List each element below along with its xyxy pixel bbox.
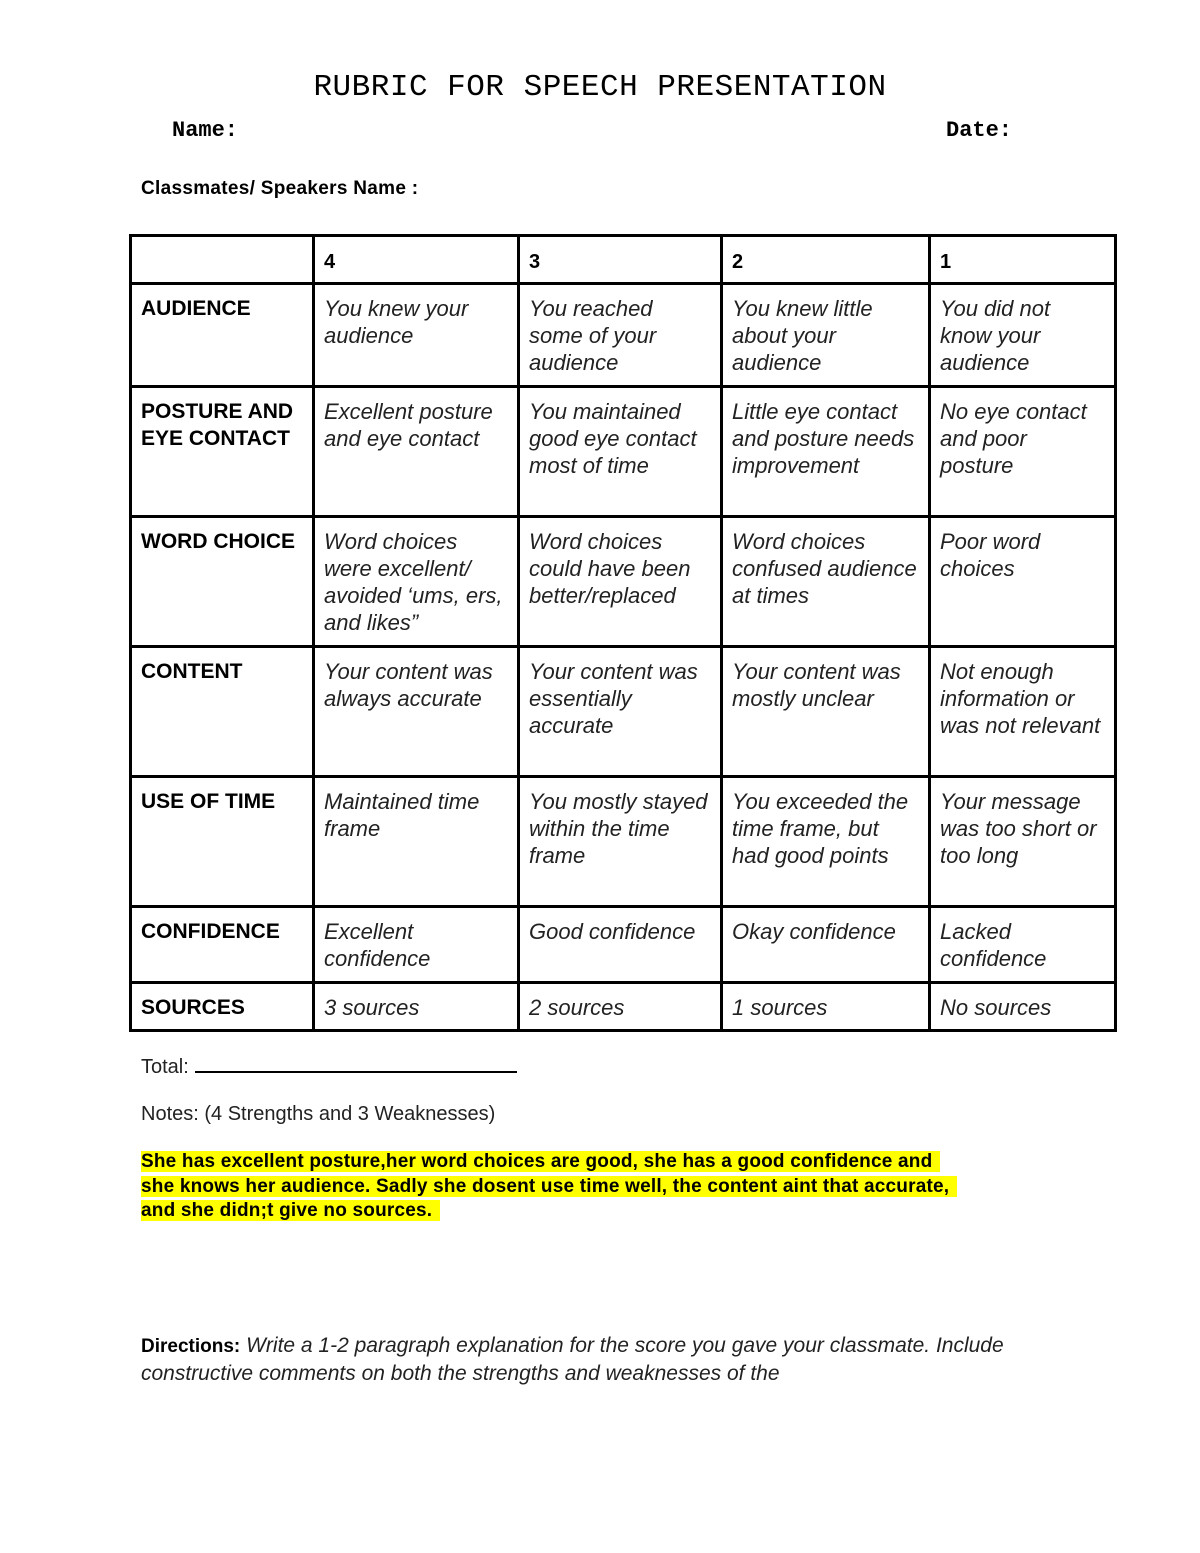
descriptor-cell: You exceeded the time frame, but had good points bbox=[722, 777, 930, 907]
descriptor-cell: Your content was mostly unclear bbox=[722, 647, 930, 777]
rubric-row-content bbox=[131, 647, 1116, 777]
highlighted-response bbox=[141, 1150, 1061, 1224]
header-cell-score-3: 3 bbox=[519, 236, 722, 284]
rubric-header-row bbox=[131, 236, 1116, 284]
total-blank-line bbox=[195, 1057, 517, 1073]
directions-paragraph bbox=[141, 1332, 1101, 1387]
name-label: Name: bbox=[172, 118, 239, 143]
descriptor-cell: Your message was too short or too long bbox=[930, 777, 1116, 907]
criterion-cell: USE OF TIME bbox=[131, 777, 314, 907]
descriptor-cell: Good confidence bbox=[519, 907, 722, 983]
descriptor-cell: You mostly stayed within the time frame bbox=[519, 777, 722, 907]
descriptor-cell: Okay confidence bbox=[722, 907, 930, 983]
descriptor-cell: Word choices could have been better/replaced bbox=[519, 517, 722, 647]
descriptor-cell: Not enough information or was not relevant bbox=[930, 647, 1116, 777]
criterion-cell: SOURCES bbox=[131, 983, 314, 1031]
criterion-cell: WORD CHOICE bbox=[131, 517, 314, 647]
page-title: RUBRIC FOR SPEECH PRESENTATION bbox=[313, 70, 887, 105]
rubric-table bbox=[129, 234, 1117, 1032]
criterion-cell: CONFIDENCE bbox=[131, 907, 314, 983]
descriptor-cell: You did not know your audience bbox=[930, 284, 1116, 387]
directions-text: Write a 1-2 paragraph explanation for the score you gave your classmate. Include constructive comments on both the strengths and weaknesses of the bbox=[141, 1334, 1004, 1385]
header-cell-score-1: 1 bbox=[930, 236, 1116, 284]
response-line-3: and she didn;t give no sources. bbox=[141, 1200, 440, 1221]
rubric-row-confidence bbox=[131, 907, 1116, 983]
total-field bbox=[141, 1056, 517, 1079]
response-line-1: She has excellent posture,her word choices are good, she has a good confidence and bbox=[141, 1151, 940, 1172]
descriptor-cell: You knew your audience bbox=[314, 284, 519, 387]
descriptor-cell: You reached some of your audience bbox=[519, 284, 722, 387]
descriptor-cell: You knew little about your audience bbox=[722, 284, 930, 387]
descriptor-cell: Little eye contact and posture needs improvement bbox=[722, 387, 930, 517]
classmates-label: Classmates/ Speakers Name : bbox=[141, 178, 419, 199]
descriptor-cell: Excellent confidence bbox=[314, 907, 519, 983]
descriptor-cell: Your content was essentially accurate bbox=[519, 647, 722, 777]
descriptor-cell: 2 sources bbox=[519, 983, 722, 1031]
date-label: Date: bbox=[946, 118, 1013, 143]
notes-label: Notes: (4 Strengths and 3 Weaknesses) bbox=[141, 1103, 496, 1125]
descriptor-cell: You maintained good eye contact most of time bbox=[519, 387, 722, 517]
descriptor-cell: 1 sources bbox=[722, 983, 930, 1031]
descriptor-cell: 3 sources bbox=[314, 983, 519, 1031]
criterion-cell: CONTENT bbox=[131, 647, 314, 777]
descriptor-cell: Poor word choices bbox=[930, 517, 1116, 647]
descriptor-cell: Excellent posture and eye contact bbox=[314, 387, 519, 517]
descriptor-cell: No eye contact and poor posture bbox=[930, 387, 1116, 517]
directions-label: Directions: bbox=[141, 1336, 241, 1357]
header-cell-blank bbox=[131, 236, 314, 284]
descriptor-cell: No sources bbox=[930, 983, 1116, 1031]
rubric-row-sources bbox=[131, 983, 1116, 1031]
rubric-row-use-of-time bbox=[131, 777, 1116, 907]
descriptor-cell: Lacked confidence bbox=[930, 907, 1116, 983]
header-cell-score-4: 4 bbox=[314, 236, 519, 284]
rubric-row-word-choice bbox=[131, 517, 1116, 647]
total-label: Total: bbox=[141, 1056, 189, 1078]
descriptor-cell: Word choices were excellent/ avoided ‘ums, ers, and likes” bbox=[314, 517, 519, 647]
rubric-row-audience bbox=[131, 284, 1116, 387]
descriptor-cell: Maintained time frame bbox=[314, 777, 519, 907]
criterion-cell: AUDIENCE bbox=[131, 284, 314, 387]
criterion-cell: POSTURE AND EYE CONTACT bbox=[131, 387, 314, 517]
descriptor-cell: Your content was always accurate bbox=[314, 647, 519, 777]
descriptor-cell: Word choices confused audience at times bbox=[722, 517, 930, 647]
rubric-row-posture bbox=[131, 387, 1116, 517]
header-cell-score-2: 2 bbox=[722, 236, 930, 284]
response-line-2: she knows her audience. Sadly she dosent use time well, the content aint that accurate, bbox=[141, 1176, 957, 1197]
